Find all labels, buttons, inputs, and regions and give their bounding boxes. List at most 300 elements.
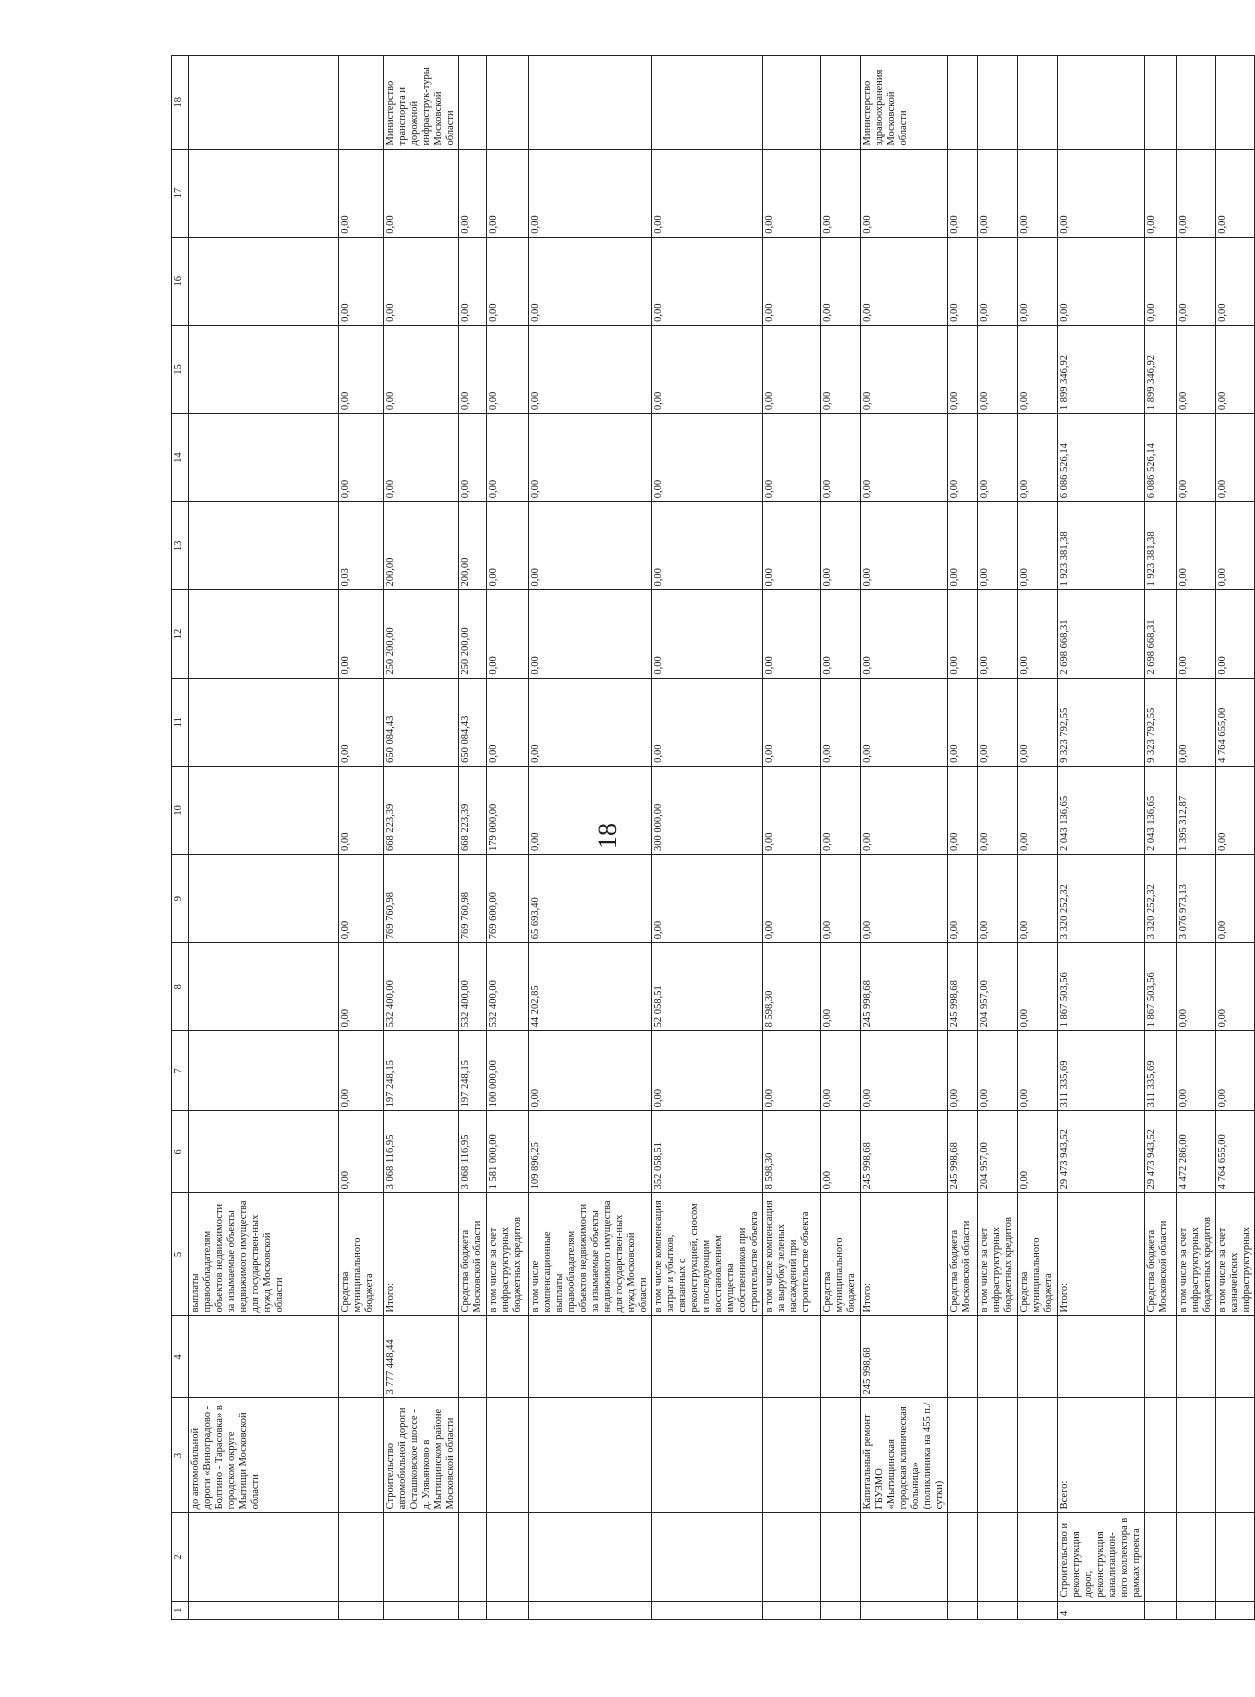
cell-col-6: 8 598,30 xyxy=(763,1111,821,1193)
cell-col-2 xyxy=(189,1513,339,1601)
cell-col-14: 0,00 xyxy=(821,414,861,502)
cell-col-3 xyxy=(763,1398,821,1513)
cell-col-17: 0,00 xyxy=(948,149,978,237)
cell-col-8 xyxy=(189,943,339,1031)
cell-col-18: Министерство здравоохранения Московской области xyxy=(861,56,948,150)
cell-col-17: 0,00 xyxy=(652,149,763,237)
cell-col-11: 9 323 792,55 xyxy=(1058,678,1145,766)
table-row xyxy=(189,56,339,1620)
cell-col-6: 352 058,51 xyxy=(652,1111,763,1193)
cell-col-4 xyxy=(948,1316,978,1398)
cell-col-10: 2 043 136,65 xyxy=(1145,766,1177,854)
cell-col-7: 0,00 xyxy=(861,1031,948,1111)
cell-col-7: 0,00 xyxy=(529,1031,652,1111)
cell-col-5: Средства бюджета Московской области xyxy=(459,1193,487,1316)
cell-col-10: 0,00 xyxy=(978,766,1018,854)
cell-col-14 xyxy=(189,414,339,502)
cell-col-16: 0,00 xyxy=(1216,237,1255,325)
cell-col-17: 0,00 xyxy=(487,149,529,237)
cell-col-13: 0,00 xyxy=(978,502,1018,590)
column-number-18: 18 xyxy=(172,56,189,150)
cell-col-17: 0,00 xyxy=(529,149,652,237)
table-row xyxy=(861,56,948,1620)
cell-col-12: 2 698 668,31 xyxy=(1058,590,1145,678)
cell-col-18 xyxy=(948,56,978,150)
cell-col-7: 0,00 xyxy=(652,1031,763,1111)
cell-col-8: 532 400,00 xyxy=(459,943,487,1031)
table-row xyxy=(948,56,978,1620)
cell-col-3 xyxy=(1216,1398,1255,1513)
cell-col-4 xyxy=(189,1316,339,1398)
cell-col-16: 0,00 xyxy=(459,237,487,325)
cell-col-3: Всего: xyxy=(1058,1398,1145,1513)
cell-col-3 xyxy=(529,1398,652,1513)
cell-col-14: 0,00 xyxy=(1018,414,1058,502)
page-number: 18 xyxy=(593,823,622,849)
cell-col-18: Министерство транспорта и дорожной инфраструк-туры Московской области xyxy=(384,56,459,150)
cell-col-12: 0,00 xyxy=(1177,590,1216,678)
cell-col-7: 311 335,69 xyxy=(1058,1031,1145,1111)
cell-col-12: 0,00 xyxy=(948,590,978,678)
cell-col-17: 0,00 xyxy=(763,149,821,237)
cell-col-18 xyxy=(1177,56,1216,150)
cell-col-1 xyxy=(948,1601,978,1619)
cell-col-15: 0,00 xyxy=(821,325,861,413)
table-row xyxy=(978,56,1018,1620)
cell-col-14: 0,00 xyxy=(487,414,529,502)
cell-col-2 xyxy=(1177,1513,1216,1601)
cell-col-18 xyxy=(529,56,652,150)
column-number-11: 11 xyxy=(172,678,189,766)
cell-col-6: 245 998,68 xyxy=(861,1111,948,1193)
column-number-6: 6 xyxy=(172,1111,189,1193)
cell-col-8: 0,00 xyxy=(339,943,384,1031)
table-row xyxy=(763,56,821,1620)
cell-col-4 xyxy=(652,1316,763,1398)
cell-col-6: 0,00 xyxy=(339,1111,384,1193)
cell-col-13: 0,00 xyxy=(948,502,978,590)
cell-col-18 xyxy=(1145,56,1177,150)
table-row xyxy=(1177,56,1216,1620)
cell-col-16: 0,00 xyxy=(948,237,978,325)
cell-col-10: 0,00 xyxy=(1216,766,1255,854)
cell-col-10: 0,00 xyxy=(763,766,821,854)
cell-col-4 xyxy=(529,1316,652,1398)
cell-col-18 xyxy=(821,56,861,150)
cell-col-1 xyxy=(459,1601,487,1619)
cell-col-1 xyxy=(861,1601,948,1619)
cell-col-2 xyxy=(1145,1513,1177,1601)
cell-col-18 xyxy=(189,56,339,150)
cell-col-4 xyxy=(821,1316,861,1398)
cell-col-4 xyxy=(1058,1316,1145,1398)
cell-col-10: 0,00 xyxy=(948,766,978,854)
cell-col-9: 0,00 xyxy=(1018,855,1058,943)
cell-col-11: 9 323 792,55 xyxy=(1145,678,1177,766)
cell-col-11: 0,00 xyxy=(1177,678,1216,766)
cell-col-17: 0,00 xyxy=(339,149,384,237)
table-row xyxy=(1058,56,1145,1620)
cell-col-9: 0,00 xyxy=(948,855,978,943)
cell-col-8: 532 400,00 xyxy=(384,943,459,1031)
column-number-9: 9 xyxy=(172,855,189,943)
cell-col-11: 0,00 xyxy=(487,678,529,766)
column-number-10: 10 xyxy=(172,766,189,854)
cell-col-17 xyxy=(189,149,339,237)
cell-col-14: 0,00 xyxy=(529,414,652,502)
cell-col-11: 0,00 xyxy=(763,678,821,766)
cell-col-6 xyxy=(189,1111,339,1193)
cell-col-7: 311 335,69 xyxy=(1145,1031,1177,1111)
column-number-3: 3 xyxy=(172,1398,189,1513)
table-row xyxy=(1145,56,1177,1620)
cell-col-13: 1 923 381,38 xyxy=(1058,502,1145,590)
cell-col-14: 0,00 xyxy=(978,414,1018,502)
cell-col-1 xyxy=(821,1601,861,1619)
cell-col-13: 0,00 xyxy=(821,502,861,590)
cell-col-16: 0,00 xyxy=(529,237,652,325)
cell-col-8: 532 400,00 xyxy=(487,943,529,1031)
cell-col-3 xyxy=(487,1398,529,1513)
cell-col-10: 0,00 xyxy=(821,766,861,854)
cell-col-5: Средства муниципального бюджета xyxy=(1018,1193,1058,1316)
cell-col-16: 0,00 xyxy=(1145,237,1177,325)
cell-col-18 xyxy=(487,56,529,150)
cell-col-13: 0,00 xyxy=(861,502,948,590)
cell-col-13: 0,00 xyxy=(1018,502,1058,590)
cell-col-11: 650 084,43 xyxy=(384,678,459,766)
cell-col-12: 0,00 xyxy=(978,590,1018,678)
cell-col-9: 0,00 xyxy=(763,855,821,943)
cell-col-5: Итого: xyxy=(1058,1193,1145,1316)
cell-col-5: в том числе компенсация за вырубку зеленых насаждений при строительстве объекта xyxy=(763,1193,821,1316)
cell-col-17: 0,00 xyxy=(384,149,459,237)
cell-col-3 xyxy=(978,1398,1018,1513)
cell-col-5: выплаты правообладателям объектов недвижимости за изымаемые объекты недвижимого имущества для государствен-ных нужд Московской области xyxy=(189,1193,339,1316)
cell-col-7: 0,00 xyxy=(1018,1031,1058,1111)
cell-col-14: 0,00 xyxy=(1216,414,1255,502)
cell-col-12: 0,00 xyxy=(1018,590,1058,678)
cell-col-4 xyxy=(339,1316,384,1398)
cell-col-6: 109 896,25 xyxy=(529,1111,652,1193)
cell-col-11: 0,00 xyxy=(529,678,652,766)
column-number-8: 8 xyxy=(172,943,189,1031)
cell-col-18 xyxy=(459,56,487,150)
table-row xyxy=(652,56,763,1620)
table-row xyxy=(459,56,487,1620)
cell-col-5: в том числе за счет инфраструктурных бюджетных кредитов xyxy=(978,1193,1018,1316)
cell-col-10 xyxy=(189,766,339,854)
cell-col-15: 1 899 346,92 xyxy=(1058,325,1145,413)
cell-col-1 xyxy=(652,1601,763,1619)
cell-col-8: 8 598,30 xyxy=(763,943,821,1031)
cell-col-5: в том числе за счет казначейских инфраструктурных xyxy=(1216,1193,1255,1316)
cell-col-12: 0,00 xyxy=(763,590,821,678)
cell-col-13: 0,00 xyxy=(1177,502,1216,590)
cell-col-17: 0,00 xyxy=(821,149,861,237)
cell-col-10: 668 223,39 xyxy=(459,766,487,854)
cell-col-8: 44 202,85 xyxy=(529,943,652,1031)
cell-col-7: 0,00 xyxy=(821,1031,861,1111)
cell-col-6: 3 068 116,95 xyxy=(459,1111,487,1193)
cell-col-2 xyxy=(1018,1513,1058,1601)
cell-col-8: 0,00 xyxy=(821,943,861,1031)
cell-col-5: Средства муниципального бюджета xyxy=(821,1193,861,1316)
cell-col-12: 0,00 xyxy=(339,590,384,678)
cell-col-1 xyxy=(529,1601,652,1619)
cell-col-3: Строительство автомобильной дороги Осташковское шоссе - д. Уляьянково в Мытищинском районе Московской области xyxy=(384,1398,459,1513)
cell-col-3 xyxy=(948,1398,978,1513)
cell-col-5: в том числе за счет инфраструктурных бюджетных кредитов xyxy=(1177,1193,1216,1316)
cell-col-15: 0,00 xyxy=(948,325,978,413)
cell-col-13: 0,00 xyxy=(529,502,652,590)
cell-col-17: 0,00 xyxy=(978,149,1018,237)
cell-col-10: 2 043 136,65 xyxy=(1058,766,1145,854)
cell-col-12: 0,00 xyxy=(861,590,948,678)
cell-col-7: 0,00 xyxy=(948,1031,978,1111)
cell-col-16: 0,00 xyxy=(1177,237,1216,325)
column-number-4: 4 xyxy=(172,1316,189,1398)
cell-col-8: 0,00 xyxy=(1018,943,1058,1031)
cell-col-13: 0,00 xyxy=(487,502,529,590)
column-number-14: 14 xyxy=(172,414,189,502)
cell-col-14: 0,00 xyxy=(339,414,384,502)
cell-col-9: 0,00 xyxy=(861,855,948,943)
cell-col-12: 250 200,00 xyxy=(384,590,459,678)
column-number-15: 15 xyxy=(172,325,189,413)
cell-col-2 xyxy=(978,1513,1018,1601)
cell-col-14: 0,00 xyxy=(763,414,821,502)
cell-col-7: 197 248,15 xyxy=(384,1031,459,1111)
cell-col-5: Средства бюджета Московской области xyxy=(948,1193,978,1316)
cell-col-18 xyxy=(339,56,384,150)
cell-col-6: 3 068 116,95 xyxy=(384,1111,459,1193)
cell-col-9: 0,00 xyxy=(1216,855,1255,943)
cell-col-3 xyxy=(339,1398,384,1513)
cell-col-6: 1 581 000,00 xyxy=(487,1111,529,1193)
cell-col-9 xyxy=(189,855,339,943)
cell-col-8: 1 867 503,56 xyxy=(1145,943,1177,1031)
column-number-13: 13 xyxy=(172,502,189,590)
cell-col-9: 0,00 xyxy=(821,855,861,943)
cell-col-10: 0,00 xyxy=(339,766,384,854)
rotated-budget-table xyxy=(171,55,1252,1620)
cell-col-12 xyxy=(189,590,339,678)
cell-col-14: 6 086 526,14 xyxy=(1145,414,1177,502)
cell-col-15: 0,00 xyxy=(652,325,763,413)
cell-col-15: 0,00 xyxy=(1216,325,1255,413)
cell-col-11: 0,00 xyxy=(978,678,1018,766)
cell-col-5: Итого: xyxy=(861,1193,948,1316)
cell-col-4 xyxy=(1216,1316,1255,1398)
cell-col-14: 0,00 xyxy=(861,414,948,502)
cell-col-7 xyxy=(189,1031,339,1111)
cell-col-13: 200,00 xyxy=(384,502,459,590)
cell-col-16: 0,00 xyxy=(861,237,948,325)
table-row xyxy=(1216,56,1255,1620)
cell-col-14: 6 086 526,14 xyxy=(1058,414,1145,502)
cell-col-13 xyxy=(189,502,339,590)
cell-col-4 xyxy=(763,1316,821,1398)
cell-col-15: 0,00 xyxy=(487,325,529,413)
cell-col-13: 0,00 xyxy=(1216,502,1255,590)
cell-col-18 xyxy=(1018,56,1058,150)
cell-col-9: 769 760,98 xyxy=(384,855,459,943)
cell-col-2 xyxy=(948,1513,978,1601)
budget-table xyxy=(171,55,1255,1620)
cell-col-7: 0,00 xyxy=(1216,1031,1255,1111)
cell-col-12: 0,00 xyxy=(821,590,861,678)
column-number-17: 17 xyxy=(172,149,189,237)
cell-col-12: 0,00 xyxy=(487,590,529,678)
cell-col-10: 0,00 xyxy=(1018,766,1058,854)
cell-col-16: 0,00 xyxy=(1018,237,1058,325)
cell-col-13: 1 923 381,38 xyxy=(1145,502,1177,590)
cell-col-2 xyxy=(763,1513,821,1601)
cell-col-11: 0,00 xyxy=(861,678,948,766)
cell-col-14: 0,00 xyxy=(652,414,763,502)
cell-col-18 xyxy=(1058,56,1145,150)
cell-col-3 xyxy=(1018,1398,1058,1513)
cell-col-8: 245 998,68 xyxy=(861,943,948,1031)
cell-col-1 xyxy=(1177,1601,1216,1619)
cell-col-13: 0,03 xyxy=(339,502,384,590)
cell-col-16: 0,00 xyxy=(821,237,861,325)
cell-col-17: 0,00 xyxy=(1216,149,1255,237)
cell-col-7: 0,00 xyxy=(1177,1031,1216,1111)
cell-col-8: 245 998,68 xyxy=(948,943,978,1031)
cell-col-4 xyxy=(978,1316,1018,1398)
cell-col-16: 0,00 xyxy=(487,237,529,325)
cell-col-17: 0,00 xyxy=(1145,149,1177,237)
cell-col-2 xyxy=(384,1513,459,1601)
cell-col-12: 250 200,00 xyxy=(459,590,487,678)
cell-col-9: 0,00 xyxy=(652,855,763,943)
cell-col-16: 0,00 xyxy=(978,237,1018,325)
column-number-2: 2 xyxy=(172,1513,189,1601)
cell-col-1 xyxy=(384,1601,459,1619)
cell-col-3 xyxy=(652,1398,763,1513)
cell-col-6: 0,00 xyxy=(821,1111,861,1193)
cell-col-10: 668 223,39 xyxy=(384,766,459,854)
cell-col-14: 0,00 xyxy=(384,414,459,502)
cell-col-15 xyxy=(189,325,339,413)
cell-col-4: 245 998,68 xyxy=(861,1316,948,1398)
cell-col-8: 1 867 503,56 xyxy=(1058,943,1145,1031)
cell-col-5: Итого: xyxy=(384,1193,459,1316)
cell-col-10: 1 395 312,87 xyxy=(1177,766,1216,854)
cell-col-6: 29 473 943,52 xyxy=(1145,1111,1177,1193)
cell-col-11: 0,00 xyxy=(1018,678,1058,766)
cell-col-5: в том числе компенсация затрат и убытков, связанных с реконструкцией, сносом и последующим восстановлением имущества собственников при строительстве объекта xyxy=(652,1193,763,1316)
cell-col-13: 0,00 xyxy=(652,502,763,590)
cell-col-18 xyxy=(1216,56,1255,150)
cell-col-1 xyxy=(339,1601,384,1619)
cell-col-12: 2 698 668,31 xyxy=(1145,590,1177,678)
cell-col-5: в том числе за счет инфраструктурных бюджетных кредитов xyxy=(487,1193,529,1316)
cell-col-15: 0,00 xyxy=(1177,325,1216,413)
cell-col-16: 0,00 xyxy=(652,237,763,325)
cell-col-6: 245 998,68 xyxy=(948,1111,978,1193)
cell-col-9: 3 320 252,32 xyxy=(1145,855,1177,943)
cell-col-2 xyxy=(821,1513,861,1601)
cell-col-2: Строительство и реконструкция дорог, реконструкция канализацион-ного коллектора в рамках проекта xyxy=(1058,1513,1145,1601)
table-row xyxy=(1018,56,1058,1620)
cell-col-3 xyxy=(1177,1398,1216,1513)
cell-col-6: 0,00 xyxy=(1018,1111,1058,1193)
cell-col-15: 0,00 xyxy=(384,325,459,413)
cell-col-1 xyxy=(189,1601,339,1619)
cell-col-12: 0,00 xyxy=(652,590,763,678)
cell-col-1 xyxy=(763,1601,821,1619)
cell-col-6: 4 472 286,00 xyxy=(1177,1111,1216,1193)
cell-col-6: 204 957,00 xyxy=(978,1111,1018,1193)
cell-col-14: 0,00 xyxy=(1177,414,1216,502)
cell-col-9: 0,00 xyxy=(339,855,384,943)
cell-col-16: 0,00 xyxy=(339,237,384,325)
cell-col-9: 3 076 973,13 xyxy=(1177,855,1216,943)
cell-col-8: 0,00 xyxy=(1216,943,1255,1031)
cell-col-11 xyxy=(189,678,339,766)
cell-col-13: 200,00 xyxy=(459,502,487,590)
cell-col-2 xyxy=(1216,1513,1255,1601)
cell-col-4 xyxy=(1177,1316,1216,1398)
cell-col-15: 0,00 xyxy=(1018,325,1058,413)
table-row xyxy=(339,56,384,1620)
cell-col-16 xyxy=(189,237,339,325)
table-row xyxy=(384,56,459,1620)
cell-col-1 xyxy=(487,1601,529,1619)
cell-col-12: 0,00 xyxy=(1216,590,1255,678)
cell-col-17: 0,00 xyxy=(1018,149,1058,237)
cell-col-8: 204 957,00 xyxy=(978,943,1018,1031)
cell-col-3 xyxy=(821,1398,861,1513)
cell-col-16: 0,00 xyxy=(384,237,459,325)
cell-col-15: 0,00 xyxy=(529,325,652,413)
cell-col-12: 0,00 xyxy=(529,590,652,678)
cell-col-8: 52 058,51 xyxy=(652,943,763,1031)
cell-col-7: 0,00 xyxy=(978,1031,1018,1111)
cell-col-17: 0,00 xyxy=(459,149,487,237)
cell-col-10: 0,00 xyxy=(529,766,652,854)
cell-col-3 xyxy=(459,1398,487,1513)
column-number-7: 7 xyxy=(172,1031,189,1111)
cell-col-10: 179 000,00 xyxy=(487,766,529,854)
column-number-5: 5 xyxy=(172,1193,189,1316)
cell-col-15: 0,00 xyxy=(978,325,1018,413)
cell-col-3 xyxy=(1145,1398,1177,1513)
cell-col-18 xyxy=(763,56,821,150)
cell-col-9: 65 693,40 xyxy=(529,855,652,943)
cell-col-18 xyxy=(978,56,1018,150)
cell-col-7: 100 000,00 xyxy=(487,1031,529,1111)
cell-col-2 xyxy=(529,1513,652,1601)
cell-col-6: 29 473 943,52 xyxy=(1058,1111,1145,1193)
cell-col-9: 769 760,98 xyxy=(459,855,487,943)
cell-col-2 xyxy=(652,1513,763,1601)
cell-col-5: Средства бюджета Московской области xyxy=(1145,1193,1177,1316)
table-row xyxy=(487,56,529,1620)
cell-col-15: 0,00 xyxy=(339,325,384,413)
cell-col-15: 1 899 346,92 xyxy=(1145,325,1177,413)
cell-col-18 xyxy=(652,56,763,150)
cell-col-17: 0,00 xyxy=(1058,149,1145,237)
cell-col-11: 0,00 xyxy=(948,678,978,766)
cell-col-7: 0,00 xyxy=(339,1031,384,1111)
cell-col-17: 0,00 xyxy=(1177,149,1216,237)
column-number-16: 16 xyxy=(172,237,189,325)
cell-col-11: 0,00 xyxy=(652,678,763,766)
